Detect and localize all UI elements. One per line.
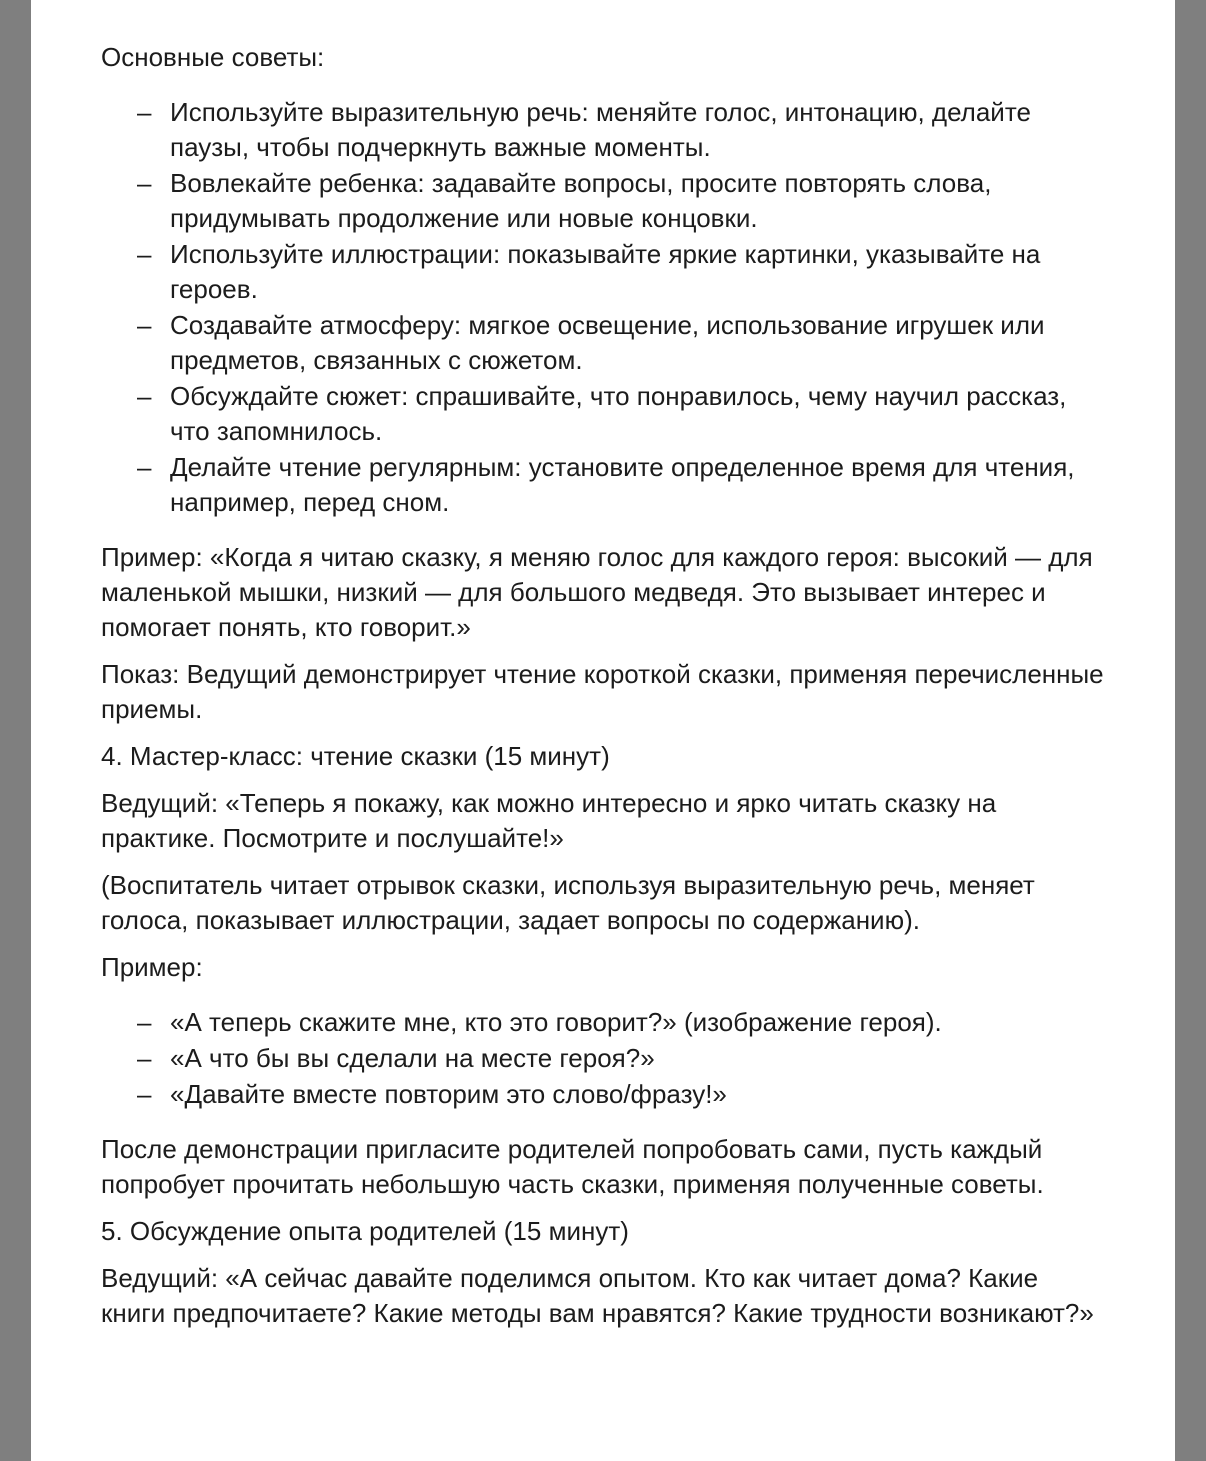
demo-paragraph: Показ: Ведущий демонстрирует чтение короткой сказки, применяя перечисленные приемы. [101, 659, 1104, 724]
bullet-dash: – [137, 1007, 152, 1037]
bullet-dash: – [137, 1043, 152, 1073]
example-list [101, 1005, 1105, 1112]
tips-list [101, 95, 1105, 520]
list-item-text: Используйте выразительную речь: меняйте голос, интонацию, делайте паузы, чтобы подчеркнуть важные моменты. [170, 97, 1031, 162]
bullet-dash: – [137, 168, 152, 198]
example-2-heading: Пример: [101, 952, 203, 982]
tips-heading: Основные советы: [101, 42, 325, 72]
list-item-text: «А теперь скажите мне, кто это говорит?» (изображение героя). [170, 1007, 942, 1037]
section-5-heading: 5. Обсуждение опыта родителей (15 минут) [101, 1216, 629, 1246]
list-item-text: Создавайте атмосферу: мягкое освещение, использование игрушек или предметов, связанных с сюжетом. [170, 310, 1045, 375]
bullet-dash: – [137, 452, 152, 482]
list-item [101, 166, 1105, 236]
list-item-text: Делайте чтение регулярным: установите определенное время для чтения, например, перед сном. [170, 452, 1075, 517]
bullet-dash: – [137, 97, 152, 127]
document-page [31, 0, 1175, 1461]
list-item-text: «А что бы вы сделали на месте героя?» [170, 1043, 655, 1073]
section-4-heading: 4. Мастер-класс: чтение сказки (15 минут) [101, 741, 610, 771]
list-item [101, 95, 1105, 165]
list-item-text: «Давайте вместе повторим это слово/фразу!» [170, 1079, 727, 1109]
list-item [101, 450, 1105, 520]
list-item [101, 308, 1105, 378]
host-5-paragraph: Ведущий: «А сейчас давайте поделимся опытом. Кто как читает дома? Какие книги предпочитаете? Какие методы вам нравятся? Какие трудности возникают?» [101, 1263, 1094, 1328]
list-item [101, 1077, 1105, 1112]
bullet-dash: – [137, 239, 152, 269]
after-demo-paragraph: После демонстрации пригласите родителей попробовать сами, пусть каждый попробует прочитать небольшую часть сказки, применяя полученные советы. [101, 1134, 1044, 1199]
list-item [101, 1041, 1105, 1076]
list-item-text: Вовлекайте ребенка: задавайте вопросы, просите повторять слова, придумывать продолжение или новые концовки. [170, 168, 992, 233]
list-item-text: Обсуждайте сюжет: спрашивайте, что понравилось, чему научил рассказ, что запомнилось. [170, 381, 1067, 446]
teacher-action-paragraph: (Воспитатель читает отрывок сказки, используя выразительную речь, меняет голоса, показывает иллюстрации, задает вопросы по содержанию). [101, 870, 1035, 935]
bullet-dash: – [137, 381, 152, 411]
example-paragraph: Пример: «Когда я читаю сказку, я меняю голос для каждого героя: высокий — для маленькой мышки, низкий — для большого медведя. Это вызывает интерес и помогает понять, кто говорит.» [101, 542, 1093, 642]
list-item [101, 1005, 1105, 1040]
bullet-dash: – [137, 310, 152, 340]
list-item [101, 237, 1105, 307]
bullet-dash: – [137, 1079, 152, 1109]
list-item [101, 379, 1105, 449]
list-item-text: Используйте иллюстрации: показывайте яркие картинки, указывайте на героев. [170, 239, 1041, 304]
host-4-paragraph: Ведущий: «Теперь я покажу, как можно интересно и ярко читать сказку на практике. Посмотрите и послушайте!» [101, 788, 997, 853]
